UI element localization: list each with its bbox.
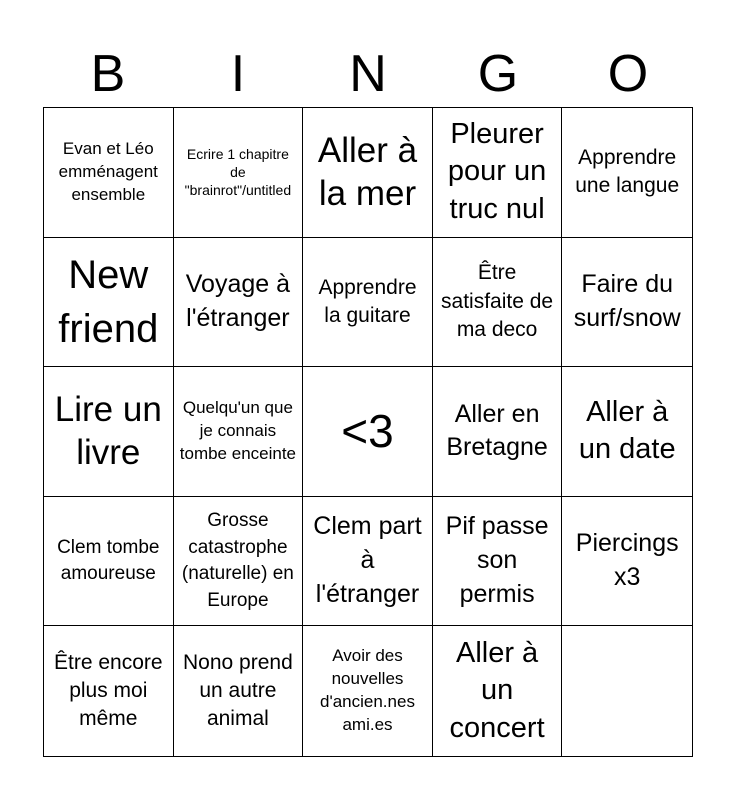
bingo-cell-r5c5[interactable]: [562, 626, 692, 756]
bingo-cell-r2c1[interactable]: [44, 238, 174, 368]
cell-text: Faire du surf/snow: [573, 270, 681, 332]
bingo-cell-r3c3[interactable]: [303, 367, 433, 497]
cell-text: Être encore plus moi même: [54, 650, 163, 731]
bingo-cell-r2c3[interactable]: [303, 238, 433, 368]
cell-text: Lire un livre: [54, 389, 162, 473]
bingo-cell-r5c4[interactable]: [433, 626, 563, 756]
cell-text: <3: [341, 405, 394, 458]
cell-text: Apprendre la guitare: [318, 275, 417, 327]
bingo-cell-r3c5[interactable]: [562, 367, 692, 497]
bingo-cell-r2c4[interactable]: [433, 238, 563, 368]
cell-text: Pif passe son permis: [445, 512, 549, 608]
cell-text: Voyage à l'étranger: [185, 270, 291, 332]
cell-text: Être satisfaite de ma deco: [441, 261, 554, 342]
cell-text: Evan et Léo emménagent ensemble: [58, 138, 158, 204]
header-letter-n: N: [349, 45, 387, 103]
cell-text: Aller à un date: [578, 395, 676, 466]
header-letter-o: O: [607, 45, 649, 103]
cell-text: Nono prend un autre animal: [183, 650, 293, 731]
cell-text: Aller en Bretagne: [446, 399, 548, 462]
bingo-cell-r1c3[interactable]: [303, 108, 433, 238]
bingo-cell-r4c5[interactable]: [562, 497, 692, 627]
bingo-cell-r1c2[interactable]: [174, 108, 304, 238]
bingo-header: [43, 40, 693, 108]
bingo-cell-r2c5[interactable]: [562, 238, 692, 368]
bingo-cell-r3c1[interactable]: [44, 367, 174, 497]
header-letter-g: G: [477, 45, 519, 103]
bingo-cell-r3c4[interactable]: [433, 367, 563, 497]
header-letter-b: B: [90, 45, 126, 103]
cell-text: Piercings x3: [575, 529, 679, 592]
bingo-cell-r2c2[interactable]: [174, 238, 304, 368]
cell-text: Aller à un concert: [449, 636, 545, 745]
bingo-cell-r5c2[interactable]: [174, 626, 304, 756]
cell-text: New friend: [58, 252, 159, 351]
bingo-cell-r3c2[interactable]: [174, 367, 304, 497]
cell-text: Ecrire 1 chapitre de "brainrot"/untitled: [184, 146, 292, 199]
bingo-cell-r1c4[interactable]: [433, 108, 563, 238]
bingo-cell-r1c5[interactable]: [562, 108, 692, 238]
cell-text: Avoir des nouvelles d'ancien.nes ami.es: [320, 646, 415, 735]
bingo-cell-r4c4[interactable]: [433, 497, 563, 627]
header-letter-i: I: [230, 45, 246, 103]
bingo-cell-r5c1[interactable]: [44, 626, 174, 756]
cell-text: Grosse catastrophe (naturelle) en Europe: [181, 509, 294, 611]
cell-text: Apprendre une langue: [575, 145, 680, 198]
bingo-cell-r4c3[interactable]: [303, 497, 433, 627]
bingo-cell-r5c3[interactable]: [303, 626, 433, 756]
cell-text: Quelqu'un que je connais tombe enceinte: [179, 398, 297, 463]
bingo-cell-r1c1[interactable]: [44, 108, 174, 238]
bingo-board: [43, 107, 693, 757]
bingo-cell-r4c2[interactable]: [174, 497, 304, 627]
cell-text: Aller à la mer: [317, 130, 418, 214]
cell-text: Clem tombe amoureuse: [57, 536, 160, 585]
bingo-cell-r4c1[interactable]: [44, 497, 174, 627]
cell-text: Clem part à l'étranger: [313, 512, 422, 608]
cell-text: Pleurer pour un truc nul: [447, 117, 547, 226]
